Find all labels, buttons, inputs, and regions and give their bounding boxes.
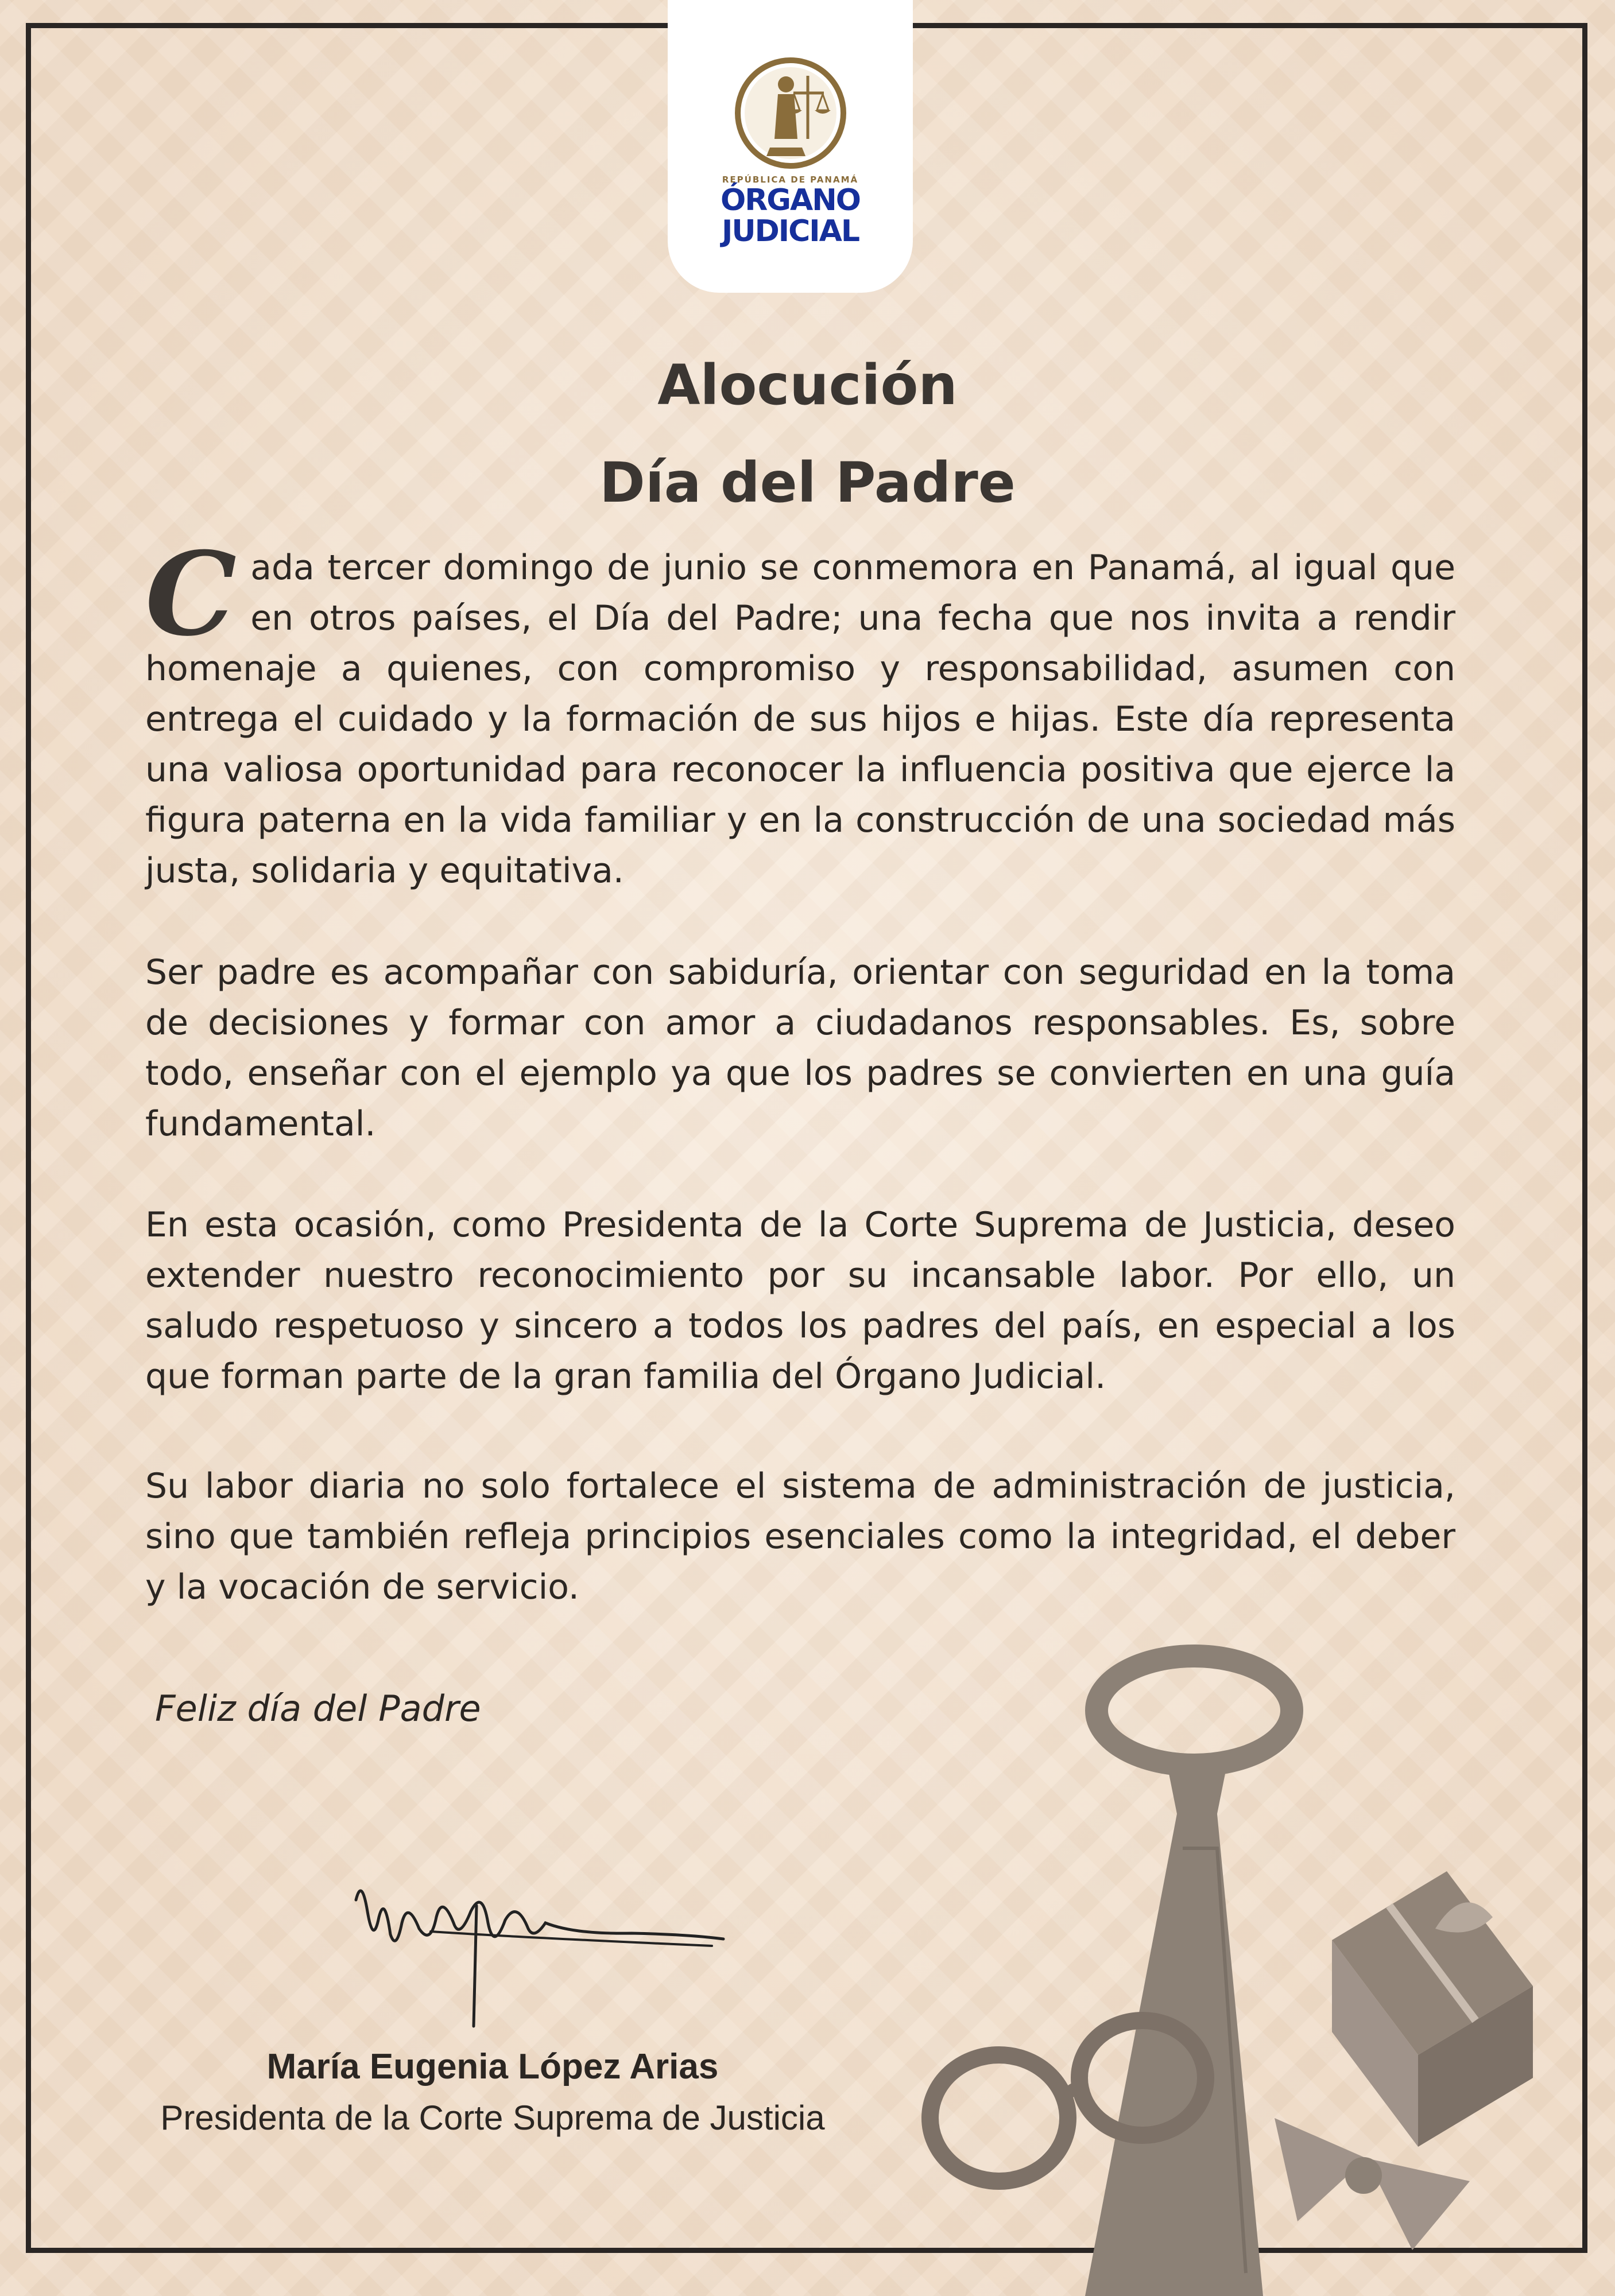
paragraph-1 [145, 527, 1455, 896]
gift-box-icon [1332, 1871, 1533, 2147]
paragraph-1-text: ada tercer domingo de junio se conmemora en Panamá, al igual que en otros países, el Día del Padre; una fecha que nos invita a rendir homenaje a quienes, con compromiso y responsabilidad, asumen con entrega el cuidado y la formación de sus hijos e hijas. Este día representa una valiosa oportunidad para reconocer la influencia positiva que ejerce la figura paterna en la vida familiar y en la construcción de una sociedad más justa, solidaria y equitativa. [145, 548, 1455, 891]
closing-greeting: Feliz día del Padre [155, 1688, 481, 1729]
drop-cap: C [145, 527, 237, 662]
title-alocucion: Alocución [657, 353, 958, 417]
justice-emblem-icon [722, 53, 859, 173]
signer-name: María Eugenia López Arias [266, 2047, 719, 2086]
bow-tie-icon [1275, 2118, 1470, 2250]
paragraph-3: En esta ocasión, como Presidenta de la Corte Suprema de Justicia, deseo extender nuestro reconocimiento por su incansable labor. Por ello, un saludo respetuoso y sincero a todos los padres del país, en especial a los que forman parte de la gran familia del Órgano Judicial. [145, 1205, 1455, 1397]
fathers-day-decor-image [896, 1642, 1615, 2296]
signature-image [344, 1865, 746, 2038]
logo-country-text: REPÚBLICA DE PANAMÁ [722, 174, 859, 185]
logo-word-judicial: JUDICIAL [722, 214, 859, 249]
logo-word-organo: ÓRGANO [721, 183, 860, 218]
title-dia-del-padre: Día del Padre [599, 451, 1016, 515]
paragraph-2: Ser padre es acompañar con sabiduría, orientar con seguridad en la toma de decisiones y formar con amor a ciudadanos responsables. Es, sobre todo, enseñar con el ejemplo ya que los padres se convierten en una guía fundamental. [145, 952, 1455, 1144]
logo-tab [668, 0, 913, 293]
paragraph-4: Su labor diaria no solo fortalece el sistema de administración de justicia, sino que también refleja principios esenciales como la integridad, el deber y la vocación de servicio. [145, 1466, 1455, 1607]
tie-icon [1085, 1656, 1292, 2296]
signer-title: Presidenta de la Corte Suprema de Justicia [160, 2099, 825, 2137]
